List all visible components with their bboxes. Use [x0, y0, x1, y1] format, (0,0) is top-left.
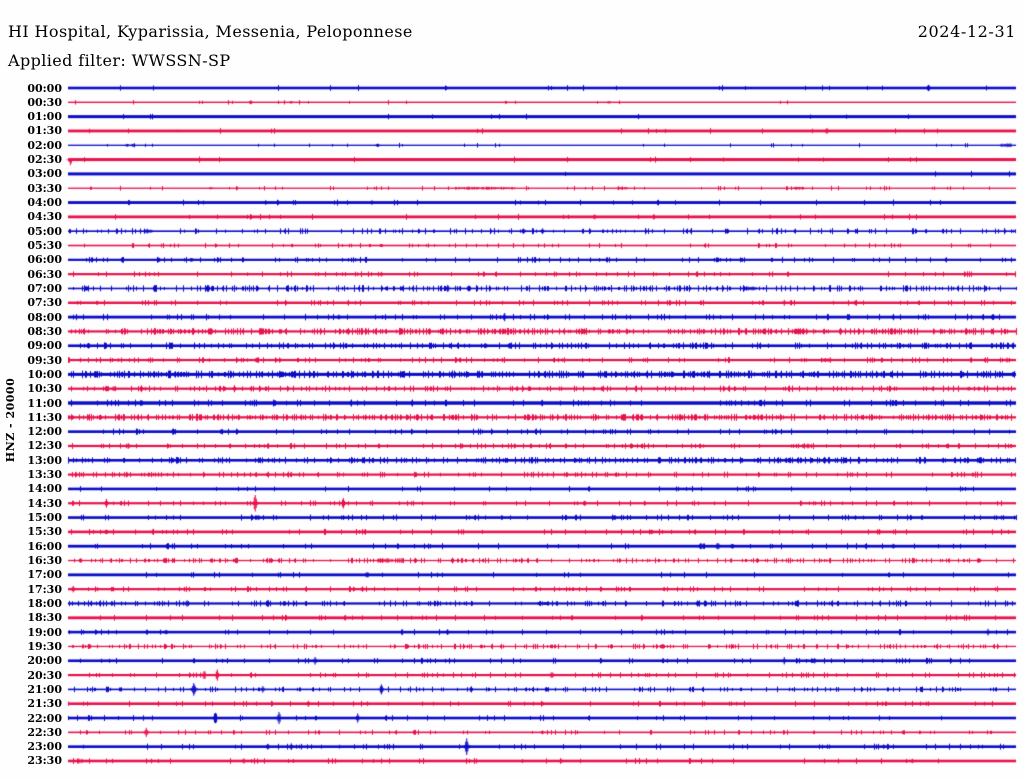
time-label: 05:00	[27, 224, 62, 238]
time-label: 10:00	[27, 367, 62, 381]
time-label: 23:30	[27, 754, 62, 768]
time-label: 00:00	[27, 81, 62, 95]
time-label: 16:00	[27, 539, 62, 553]
time-label: 04:30	[27, 210, 62, 224]
time-label: 09:30	[27, 353, 62, 367]
time-label: 10:30	[27, 382, 62, 396]
time-label: 09:00	[27, 339, 62, 353]
time-label: 00:30	[27, 95, 62, 109]
time-label: 22:30	[27, 725, 62, 739]
time-label: 14:00	[27, 482, 62, 496]
time-label: 17:00	[27, 568, 62, 582]
time-label: 18:30	[27, 611, 62, 625]
time-label: 12:00	[27, 425, 62, 439]
time-label: 21:00	[27, 682, 62, 696]
time-label: 08:00	[27, 310, 62, 324]
time-label: 14:30	[27, 496, 62, 510]
time-label: 11:30	[27, 410, 62, 424]
time-label: 03:00	[27, 167, 62, 181]
time-label: 23:00	[27, 740, 62, 754]
time-label: 22:00	[27, 711, 62, 725]
time-label: 21:30	[27, 697, 62, 711]
time-label: 16:30	[27, 554, 62, 568]
time-label: 13:00	[27, 453, 62, 467]
time-label: 08:30	[27, 324, 62, 338]
time-label: 07:30	[27, 296, 62, 310]
time-label: 02:00	[27, 138, 62, 152]
time-label: 01:30	[27, 124, 62, 138]
time-label: 06:00	[27, 253, 62, 267]
time-label: 11:00	[27, 396, 62, 410]
time-label: 18:00	[27, 596, 62, 610]
time-label: 03:30	[27, 181, 62, 195]
time-label: 13:30	[27, 468, 62, 482]
time-label: 19:30	[27, 639, 62, 653]
time-label: 07:00	[27, 281, 62, 295]
time-label: 12:30	[27, 439, 62, 453]
time-label: 04:00	[27, 196, 62, 210]
time-label: 17:30	[27, 582, 62, 596]
time-label: 20:00	[27, 654, 62, 668]
time-label: 06:30	[27, 267, 62, 281]
time-label: 20:30	[27, 668, 62, 682]
time-axis-labels	[0, 0, 64, 780]
time-label: 01:00	[27, 110, 62, 124]
time-label: 15:30	[27, 525, 62, 539]
time-label: 02:30	[27, 153, 62, 167]
time-label: 05:30	[27, 239, 62, 252]
time-label: 15:00	[27, 511, 62, 525]
time-label: 19:00	[27, 625, 62, 639]
